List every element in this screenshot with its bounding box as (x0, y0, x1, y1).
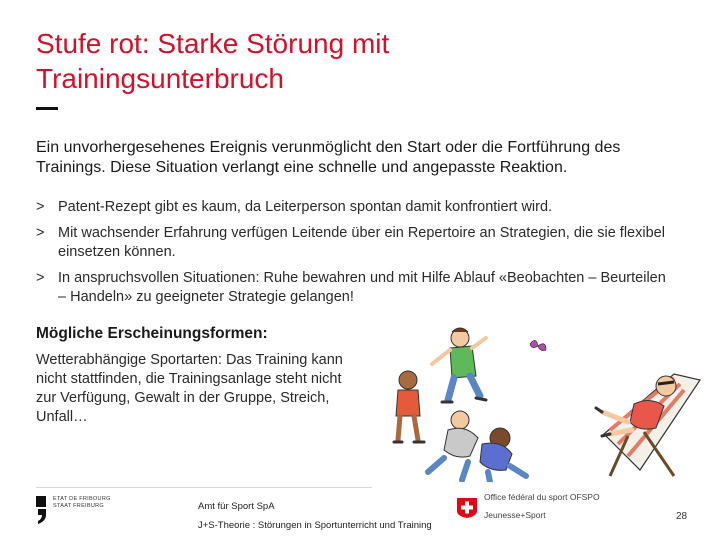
bullet-marker: > (36, 225, 45, 241)
swiss-cross-icon (457, 498, 477, 518)
logo-line: STAAT FREIBURG (53, 503, 104, 509)
bullet-marker: > (36, 199, 45, 215)
page-number: 28 (676, 511, 688, 522)
bullet-text: Patent-Rezept gibt es kaum, da Leiterperson spontan damit konfrontiert wird. (58, 199, 553, 215)
bullet-item (36, 224, 676, 262)
logo-line: ETAT DE FRIBOURG (53, 496, 111, 502)
deckchair-person-figure (596, 374, 700, 476)
butterfly-figure (530, 340, 546, 350)
children-playing-illustration (378, 326, 710, 482)
footer-divider (36, 487, 372, 488)
lead-paragraph: Ein unvorhergesehenes Ereignis verunmöglicht den Start oder die Fortführung des Trainings. Diese Situation verlangt eine schnelle und angepasste Reaktion. (36, 139, 621, 176)
slide-title: Stufe rot: Starke Störung mit Trainingsunterbruch (36, 28, 390, 94)
federal-office-info (484, 492, 600, 524)
logo-text (53, 496, 123, 510)
footer-course: J+S-Theorie : Störungen in Sportunterricht und Training (198, 520, 432, 531)
bullet-text: Mit wachsender Erfahrung verfügen Leitende über ein Repertoire an Strategien, die sie flexibel einsetzen können. (58, 225, 665, 260)
subheading: Mögliche Erscheinungsformen: (36, 325, 268, 342)
footer-organization: Amt für Sport SpA (198, 501, 275, 512)
bullet-marker: > (36, 270, 45, 286)
title-underline (36, 107, 58, 110)
program-name: Jeunesse+Sport (484, 510, 546, 520)
standing-child-figure (394, 371, 424, 442)
federal-office: Office fédéral du sport OFSPO (484, 492, 600, 502)
bullet-item (36, 269, 676, 307)
bullet-text: In anspruchsvollen Situationen: Ruhe bewahren und mit Hilfe Ablauf «Beobachten – Beurteilen – Handeln» zu geeigneter Strategie gelangen! (58, 270, 666, 305)
bullet-item (36, 198, 676, 217)
running-child-figure (432, 328, 486, 402)
subheading-text: Wetterabhängige Sportarten: Das Training kann nicht stattfinden, die Trainingsanlage steht nicht zur Verfügung, Gewalt in der Gruppe, Streich, Unfall… (36, 352, 343, 425)
bullet-list (36, 198, 676, 314)
scuffle-children-figure (428, 411, 526, 482)
fribourg-logo-icon (36, 496, 46, 524)
footer-info (198, 497, 432, 535)
